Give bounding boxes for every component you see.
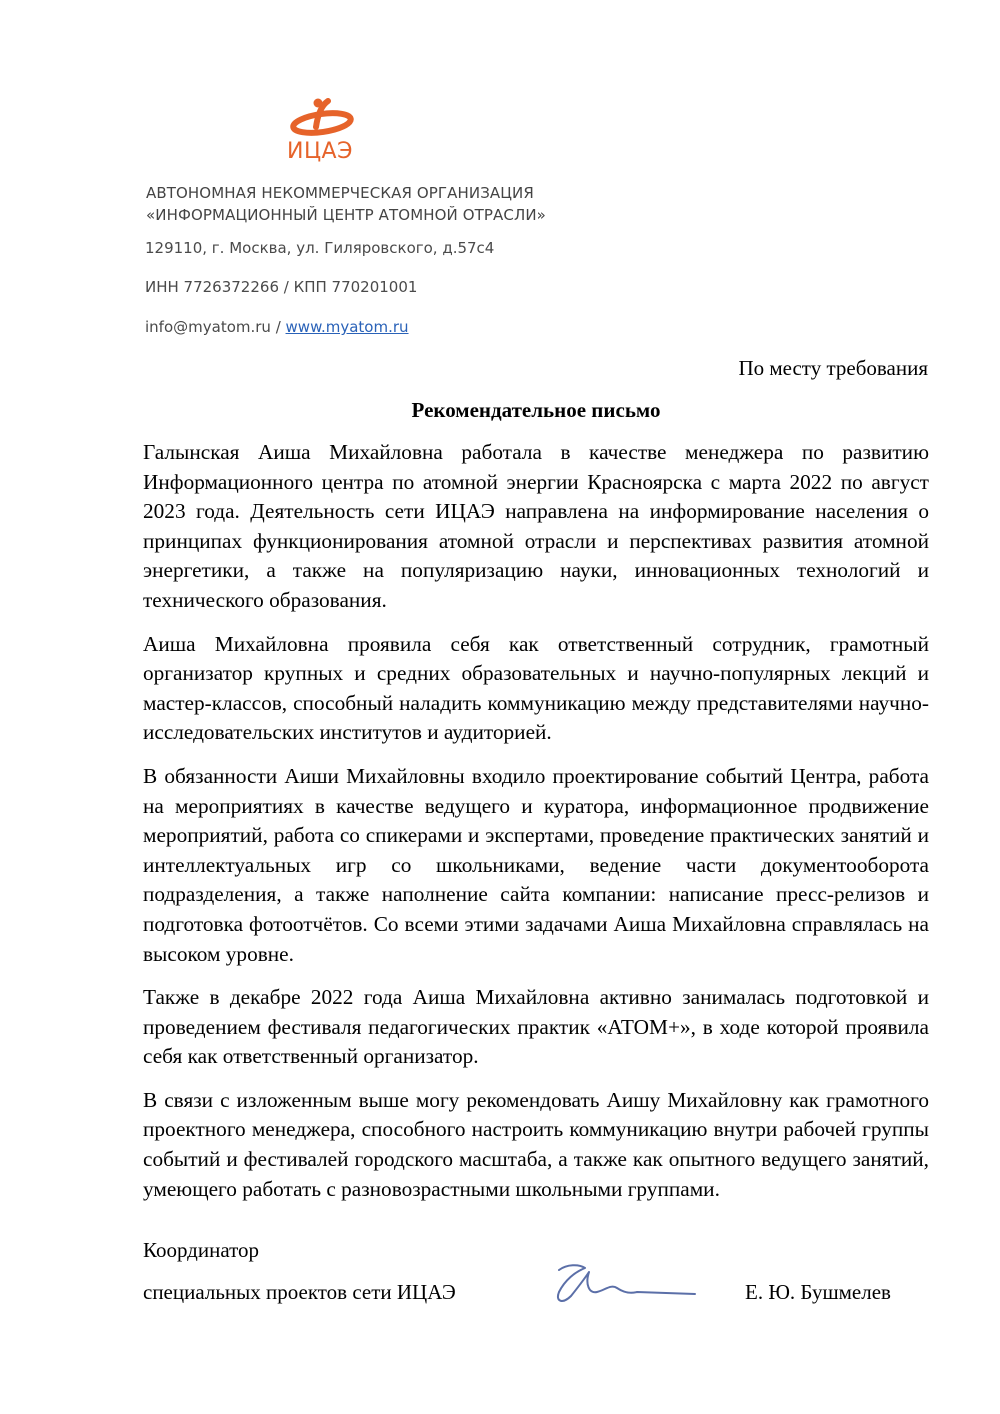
email: info@myatom.ru: [145, 318, 271, 336]
inn-kpp: ИНН 7726372266 / КПП 770201001: [145, 278, 418, 296]
contact-separator: /: [270, 318, 286, 336]
signatory-name: Е. Ю. Бушмелев: [745, 1280, 891, 1304]
paragraph-5: В связи с изложенным выше могу рекомендовать Аишу Михайловну как грамотного проектного менеджера, способного настроить коммуникацию внутри рабочей группы событий и фестивалей городского масштаба, а также как опытного ведущего занятий, умеющего работать с разновозрастными школьными группами.: [143, 1087, 929, 1201]
paragraph-3: В обязанности Аиши Михайловны входило проектирование событий Центра, работа на мероприятиях в качестве ведущего и куратора, информационное продвижение мероприятий, работа со спикерами и экспертами, проведение практических занятий и интеллектуальных игр со школьниками, ведение части документооборота подразделения, а также наполнение сайта компании: написание пресс-релизов и подготовка фотоотчётов. Со всеми этими задачами Аиша Михайловна справлялась на высоком уровне.: [143, 763, 929, 966]
organization-name: [146, 182, 546, 226]
signatory-role-line-1: Координатор: [143, 1238, 260, 1262]
signatory-role-line-2: специальных проектов сети ИЦАЭ: [143, 1280, 456, 1304]
paragraph-4: Также в декабре 2022 года Аиша Михайловна активно занималась подготовкой и проведением фестиваля педагогических практик «АТОМ+», в ходе которой проявила себя как ответственный организатор.: [143, 985, 929, 1069]
website-link[interactable]: www.myatom.ru: [285, 318, 409, 336]
handwritten-signature: [545, 1258, 700, 1313]
address: 129110, г. Москва, ул. Гиляровского, д.57с4: [145, 239, 495, 257]
logo-wordmark: ИЦАЭ: [287, 139, 353, 164]
org-line-1: АВТОНОМНАЯ НЕКОММЕРЧЕСКАЯ ОРГАНИЗАЦИЯ: [146, 184, 534, 202]
org-line-2: «ИНФОРМАЦИОННЫЙ ЦЕНТР АТОМНОЙ ОТРАСЛИ»: [146, 206, 546, 224]
paragraph-1: Галынская Аиша Михайловна работала в качестве менеджера по развитию Информационного центра по атомной энергии Красноярска с марта 2022 по август 2023 года. Деятельность сети ИЦАЭ направлена на информирование населения о принципах функционирования атомной отрасли и перспективах развития атомной энергетики, а также на популяризацию науки, инновационных технологий и технического образования.: [143, 440, 929, 612]
paragraph-2: Аиша Михайловна проявила себя как ответственный сотрудник, грамотный организатор крупных и средних образовательных и научно-популярных лекций и мастер-классов, способный наладить коммуникацию между представителями научно-исследовательских институтов и аудиторией.: [143, 631, 929, 745]
contacts-line: [145, 318, 409, 336]
recipient: По месту требования: [738, 356, 928, 380]
letter-body: [143, 438, 929, 1218]
letter-title: Рекомендательное письмо: [411, 398, 661, 422]
